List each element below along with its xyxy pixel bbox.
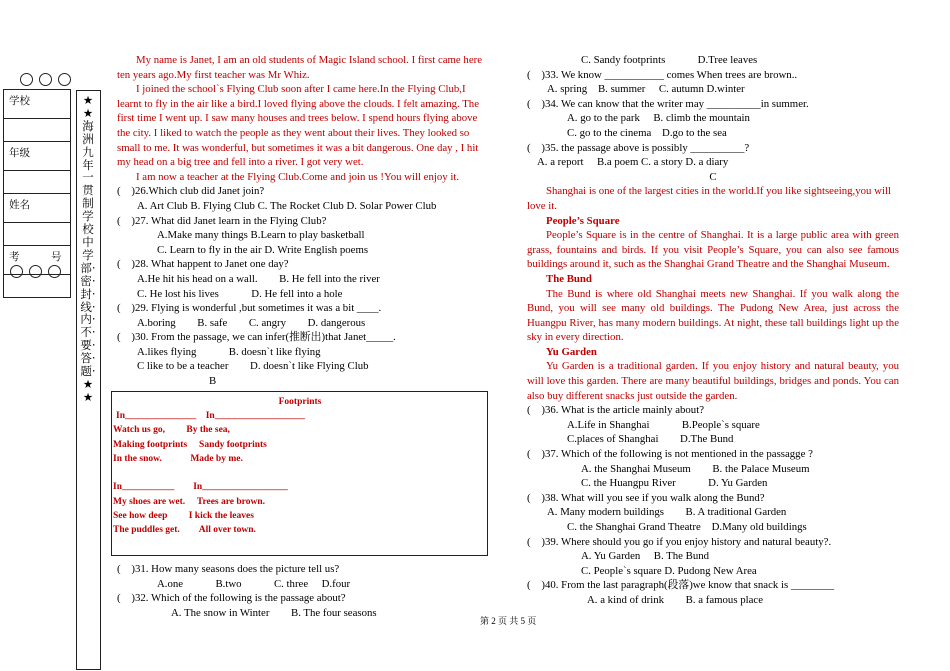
school-label: 学校 <box>4 90 70 119</box>
question-33: ( )33. We know ___________ comes When trees are brown.. <box>527 68 798 81</box>
question-35-options: A. a report B.a poem C. a story D. a diary <box>537 156 729 169</box>
question-36-options-cd: C.places of Shanghai D.The Bund <box>567 433 734 446</box>
seal-line-text: ★★海洲九年一贯制学校中学部·密·封·线·内·不·要·答·题·★★ <box>80 93 96 404</box>
question-32: ( )32. Which of the following is the passage about? <box>117 592 346 605</box>
question-40: ( )40. From the last paragraph(段落)we know that snack is ________ <box>527 579 835 592</box>
question-36-options-ab: A.Life in Shanghai B.People`s square <box>567 418 760 431</box>
question-34-options-ab: A. go to the park B. climb the mountain <box>567 112 750 125</box>
question-33-options: A. spring B. summer C. autumn D.winter <box>547 83 745 96</box>
question-34-options-cd: C. go to the cinema D.go to the sea <box>567 126 727 139</box>
passage-c-intro: Shanghai is one of the largest cities in the world.If you like sightseeing,you will love it. <box>527 185 891 212</box>
question-30-options-cd: C like to be a teacher D. doesn`t like Flying Club <box>137 360 369 373</box>
question-29: ( )29. Flying is wonderful ,but sometimes it was a bit ____. <box>117 302 382 315</box>
question-30-options-ab: A.likes flying B. doesn`t like flying <box>137 345 321 358</box>
question-32-options-ab: A. The snow in Winter B. The four seasons <box>171 606 377 619</box>
question-31: ( )31. How many seasons does the picture tell us? <box>117 562 340 575</box>
poem-line-2: Watch us go, By the sea, <box>113 425 230 436</box>
question-28-options-ab: A.He hit his head on a wall. B. He fell into the river <box>137 272 380 285</box>
poem-line-4: In the snow. Made by me. <box>113 453 243 464</box>
question-28-options-cd: C. He lost his lives D. He fell into a hole <box>137 287 343 300</box>
poem-title: Footprints <box>278 396 322 407</box>
question-28: ( )28. What happent to Janet one day? <box>117 258 289 271</box>
question-37: ( )37. Which of the following is not mentioned in the passagge ? <box>527 448 813 461</box>
exam-number-label: 考 号 <box>4 246 70 275</box>
question-27-options-cd: C. Learn to fly in the air D. Write English poems <box>157 243 369 256</box>
name-field[interactable] <box>4 223 70 246</box>
question-30: ( )30. From the passage, we can infer(推断出)that Janet_____. <box>117 331 396 344</box>
poem-line-3: Making footprints Sandy footprints <box>113 439 267 450</box>
school-field[interactable] <box>4 119 70 142</box>
section-c-heading: C <box>709 170 717 183</box>
page-number: 第 2 页 共 5 页 <box>480 616 537 626</box>
question-36: ( )36. What is the article mainly about? <box>527 404 704 417</box>
section-b-heading: B <box>209 375 217 388</box>
question-40-options-ab: A. a kind of drink B. a famous place <box>587 593 764 606</box>
poem-gap-bottom <box>113 538 487 552</box>
paragraph-peoples-square: People’s Square is in the centre of Shanghai. It is a large public area with green grass, fountains and birds. If you visit People’s Square, you can also see famous buildings around it, such as the Shanghai Grand Theatre and the Shanghai Museum. <box>527 229 899 271</box>
question-37-options-cd: C. the Huangpu River D. Yu Garden <box>581 477 768 490</box>
question-38-options-cd: C. the Shanghai Grand Theatre D.Many old buildings <box>567 521 807 533</box>
question-27-options-ab: A.Make many things B.Learn to play basketball <box>157 229 365 242</box>
passage-a-p1: My name is Janet, I am an old students of Magic Island school. I first came here ten years ago.My first teacher was Mr Whiz. <box>117 54 483 81</box>
right-column <box>527 53 899 608</box>
question-39: ( )39. Where should you go if you enjoy history and natural beauty?. <box>527 535 832 548</box>
grade-field[interactable] <box>4 171 70 194</box>
footprints-poem-box <box>111 391 488 556</box>
left-column <box>113 53 490 620</box>
question-38-options-ab: A. Many modern buildings B. A traditional Garden <box>547 506 787 519</box>
question-39-options-ab: A. Yu Garden B. The Bund <box>581 550 710 563</box>
paragraph-the-bund: The Bund is where old Shanghai meets new Shanghai. If you walk along the Bund, you will see many old buildings. The Pudong New Area, just across the Huangpu River, has many modern buildings. At night, these tall buildings light up the sky in every direction. <box>527 287 899 344</box>
question-26-options: A. Art Club B. Flying Club C. The Rocket Club D. Solar Power Club <box>137 199 437 212</box>
question-37-options-ab: A. the Shanghai Museum B. the Palace Museum <box>581 462 810 475</box>
poem-line-6: My shoes are wet. Trees are brown. <box>113 496 265 507</box>
passage-a-p2: I joined the school`s Flying Club soon after I came here.In the Flying Club,I learnt to fly in the air like a bird.I loved flying above the clouds. I felt amazing. The first time I went up. I saw many houses and trees below. I spend hours flying above the city. I liked to watch the people as they went about their lives. They looked so small to me. It was wonderful, but sometimes it was a bit dangerous. One day , I hit my head on a big tree and fell into a river. I got very wet. <box>117 83 479 169</box>
heading-peoples-square: People’s Square <box>546 214 620 227</box>
question-26: ( )26.Which club did Janet join? <box>117 185 265 198</box>
question-27: ( )27. What did Janet learn in the Flying Club? <box>117 214 327 227</box>
paragraph-yu-garden: Yu Garden is a traditional garden. If you enjoy history and natural beauty, you will love this garden. There are many beautiful buildings, bridges and ponds. You can also buy different snacks just outside the garden. <box>527 360 899 402</box>
poem-line-1: In_______________ In___________________ <box>116 410 305 421</box>
name-label: 姓名 <box>4 194 70 223</box>
question-34: ( )34. We can know that the writer may __________in summer. <box>527 97 809 110</box>
student-info-box <box>3 89 71 298</box>
exam-number-field[interactable] <box>4 275 70 297</box>
heading-the-bund: The Bund <box>546 272 592 285</box>
heading-yu-garden: Yu Garden <box>546 345 597 358</box>
poem-line-5: In___________ In__________________ <box>113 482 288 493</box>
question-32-options-cd: C. Sandy footprints D.Tree leaves <box>581 54 758 66</box>
question-31-options: A.one B.two C. three D.four <box>157 577 351 590</box>
question-29-options: A.boring B. safe C. angry D. dangerous <box>137 316 366 329</box>
poem-line-8: The puddles get. All over town. <box>113 525 256 536</box>
passage-a-p3: I am now a teacher at the Flying Club.Come and join us !You will enjoy it. <box>136 170 460 183</box>
grade-label: 年级 <box>4 142 70 171</box>
question-35: ( )35. the passage above is possibly __________? <box>527 141 750 154</box>
poem-line-7: See how deep I kick the leaves <box>113 511 254 522</box>
question-39-options-cd: C. People`s square D. Pudong New Area <box>581 564 757 577</box>
question-38: ( )38. What will you see if you walk along the Bund? <box>527 491 765 504</box>
poem-gap <box>113 466 487 480</box>
